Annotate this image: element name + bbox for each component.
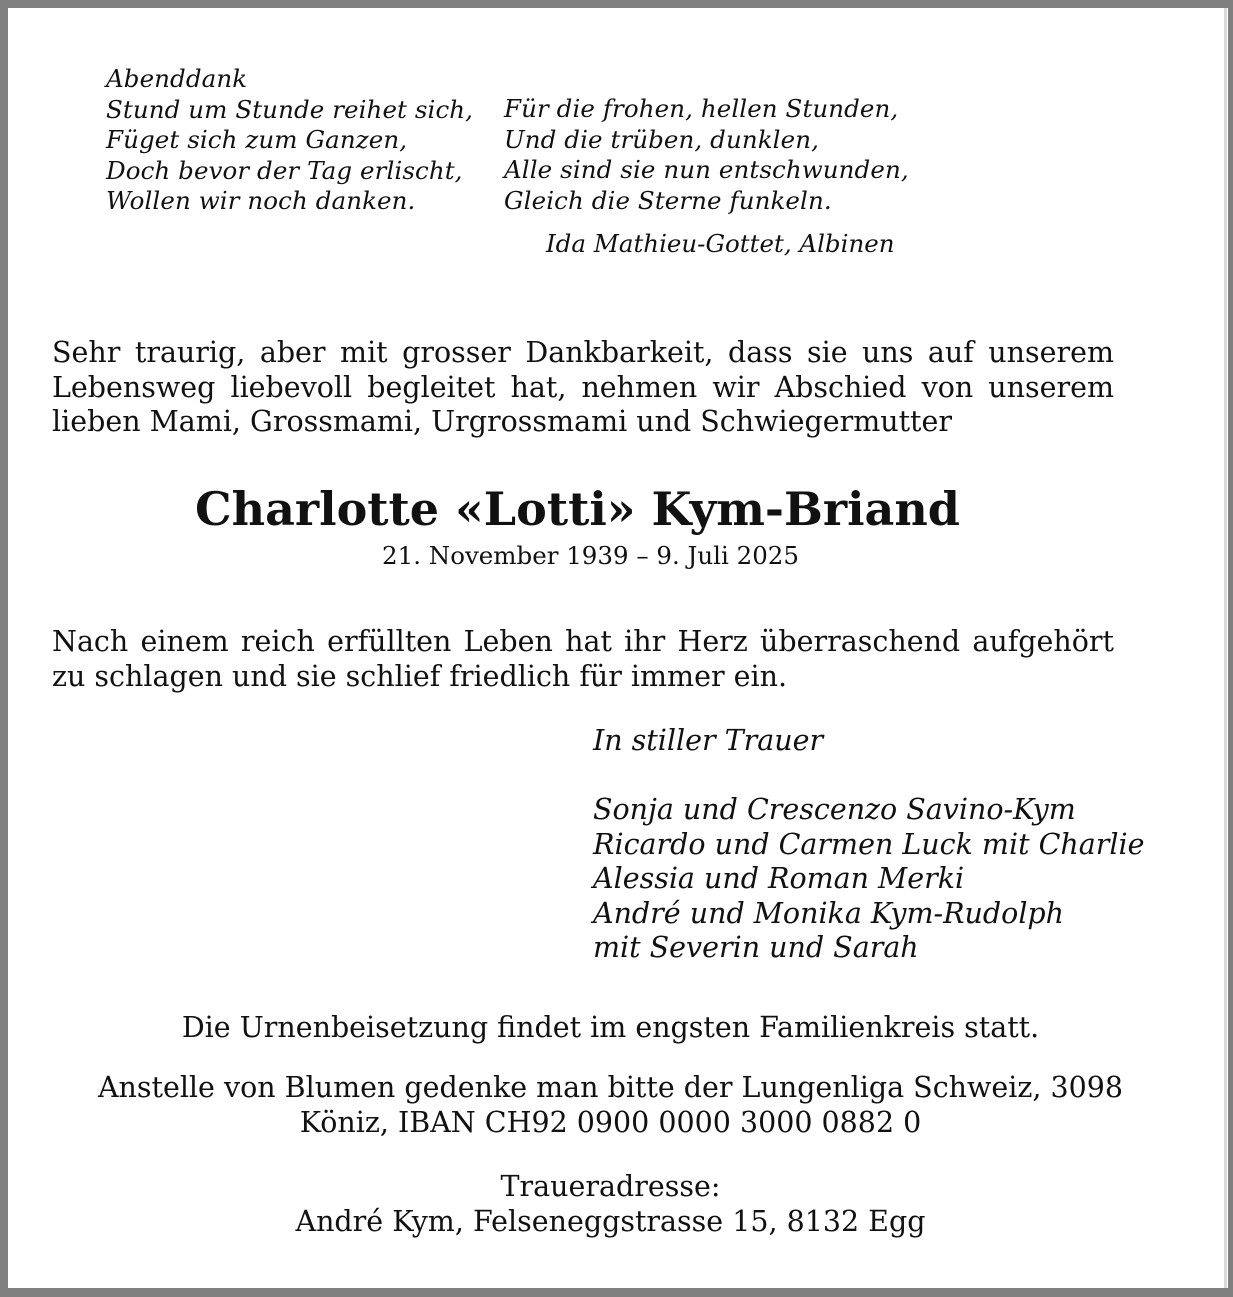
family-member: André und Monika Kym-Rudolph xyxy=(593,896,1065,930)
burial-notice xyxy=(52,1011,1169,1046)
mourning-label: In stiller Trauer xyxy=(593,724,824,757)
donation-line-1: Anstelle von Blumen gedenke man bitte der Lungenliga Schweiz, 3098 xyxy=(97,1071,1124,1104)
poem-line: Für die frohen, hellen Stunden, xyxy=(504,94,899,123)
poem-title: Abenddank xyxy=(106,64,248,93)
poem-line: Alle sind sie nun entschwunden, xyxy=(504,155,909,184)
family-member: mit Severin und Sarah xyxy=(593,931,919,964)
poem-line: Gleich die Sterne funkeln. xyxy=(504,185,832,215)
statement-paragraph: Nach einem reich erfüllten Leben hat ihr Herz überraschend aufgehört zu schlagen und sie schlief friedlich für immer ein. xyxy=(52,625,1114,693)
deceased-name: Charlotte «Lotti» Kym-Briand xyxy=(195,482,960,536)
donation-line-2: Köniz, IBAN CH92 0900 0000 3000 0882 0 xyxy=(299,1105,922,1139)
burial-text: Die Urnenbeisetzung findet im engsten Familienkreis statt. xyxy=(181,1011,1040,1044)
address-value: André Kym, Felseneggstrasse 15, 8132 Egg xyxy=(295,1204,926,1238)
mourning-address xyxy=(52,1170,1169,1239)
poem-left-column xyxy=(106,64,473,217)
poem-line: Doch bevor der Tag erlischt, xyxy=(106,155,463,185)
address-label: Traueradresse: xyxy=(500,1170,721,1203)
page-border-shadow xyxy=(1224,8,1227,1288)
poem-line: Wollen wir noch danken. xyxy=(106,186,416,215)
donation-notice xyxy=(52,1071,1169,1140)
poem-line: Und die trüben, dunklen, xyxy=(504,124,819,154)
poem-line: Stund um Stunde reihet sich, xyxy=(106,94,474,124)
poem-line: Füget sich zum Ganzen, xyxy=(106,125,408,154)
life-dates: 21. November 1939 – 9. Juli 2025 xyxy=(382,541,799,570)
family-list xyxy=(593,793,1144,966)
poem-right-column xyxy=(504,94,909,216)
family-member: Alessia und Roman Merki xyxy=(593,862,965,895)
poem-author: Ida Mathieu-Gottet, Albinen xyxy=(546,229,895,258)
family-member: Sonja und Crescenzo Savino-Kym xyxy=(593,793,1076,826)
intro-paragraph: Sehr traurig, aber mit grosser Dankbarkeit, dass sie uns auf unserem Lebensweg liebevoll begleitet hat, nehmen wir Abschied von unserem lieben Mami, Grossmami, Urgrossmami und Schwiegermutter xyxy=(52,336,1114,438)
family-member: Ricardo und Carmen Luck mit Charlie xyxy=(593,827,1145,861)
